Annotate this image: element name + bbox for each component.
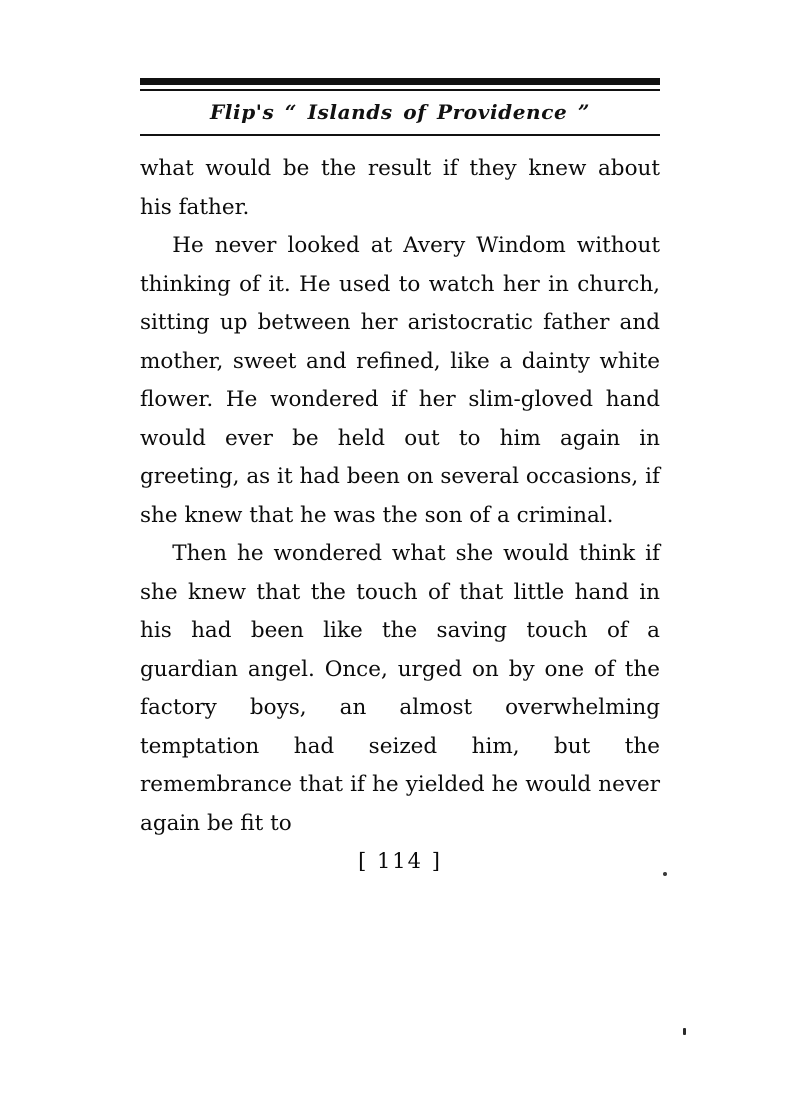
paper-speck [683, 1028, 686, 1035]
header-rule-thick [140, 78, 660, 85]
page-text-block [140, 78, 660, 873]
page-number: [ 114 ] [358, 849, 442, 873]
paragraph: Then he wondered what she would think if she knew that the touch of that little hand in his had been like the saving touch of a guardian angel. Once, urged on by one of the factory boys, an almost overwhelming temptation had seized him, but the remembrance that if he yielded he would never again be fit to [140, 541, 660, 836]
paragraph: what would be the result if they knew about his father. [140, 156, 660, 220]
paragraph: He never looked at Avery Windom without thinking of it. He used to watch her in church, sitting up between her aristocratic father and mother, sweet and refined, like a dainty white flower. He wondered if her slim-gloved hand would ever be held out to him again in greeting, as it had been on several occasions, if she knew that he was the son of a criminal. [140, 233, 660, 528]
body-text [140, 150, 660, 843]
paper-speck [663, 872, 667, 876]
running-head: Flip's “ Islands of Providence ” [210, 100, 590, 124]
header-rule-thin-bottom [140, 134, 660, 136]
